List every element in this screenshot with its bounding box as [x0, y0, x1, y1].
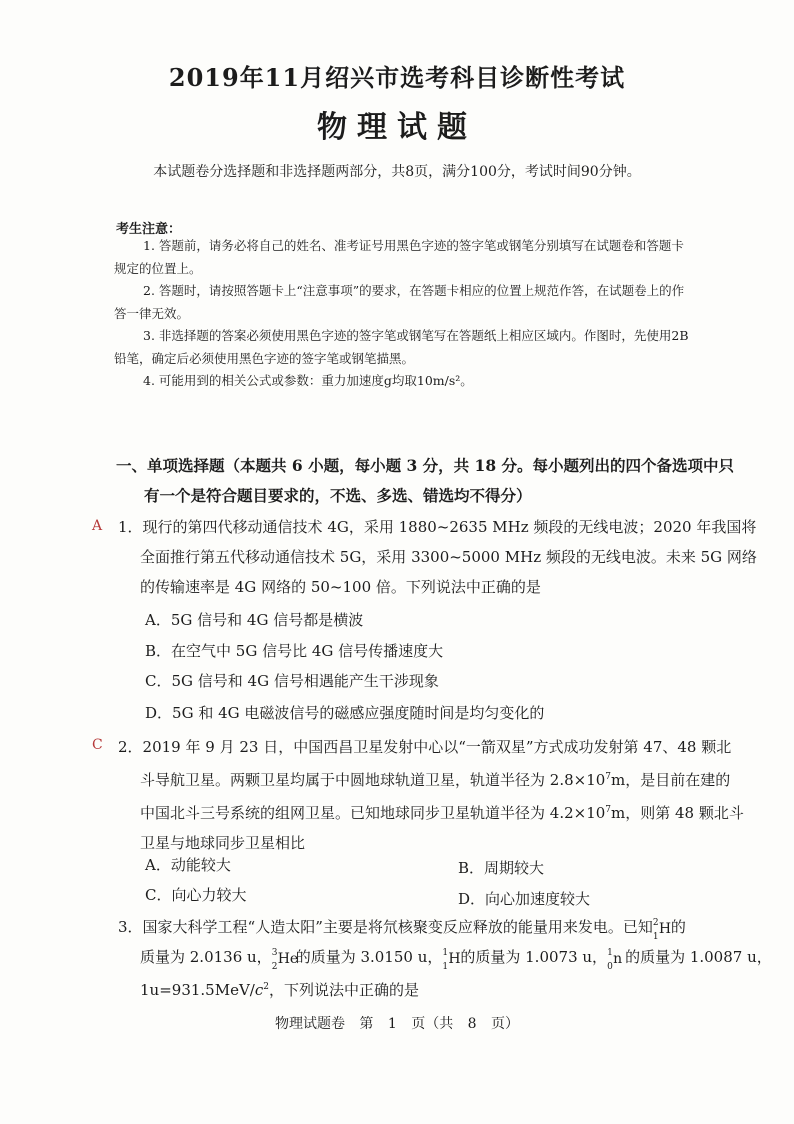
- exponent: 2: [263, 982, 269, 992]
- exam-intro: 本试题卷分选择题和非选择题两部分，共8页，满分100分，考试时间90分钟。: [153, 164, 641, 180]
- notice-item-2: [114, 280, 744, 325]
- question-line: 2．2019 年 9 月 23 日，中国西昌卫星发射中心以“一箭双星”方式成功发射第 47、48 颗北: [118, 738, 732, 756]
- text-segment: 质量为 2.0136 u，: [140, 948, 272, 966]
- nuclide-neutron: [607, 944, 625, 972]
- text-segment: 中国北斗三号系统的组网卫星。已知地球同步卫星轨道半径为 4.2×10: [140, 804, 606, 822]
- nuclide-hydrogen-1: [442, 944, 461, 972]
- q2-option-d: D．向心加速度较大: [458, 890, 591, 908]
- notice-line: 铅笔，确定后必须使用黑色字迹的签字笔或钢笔描黑。: [114, 350, 415, 366]
- q2-option-a: A．动能较大: [145, 856, 231, 874]
- text-segment: 的质量为 1.0073 u，: [460, 948, 608, 966]
- q1-option-b: B．在空气中 5G 信号比 4G 信号传播速度大: [145, 642, 444, 660]
- notice-line: 2. 答题时，请按照答题卡上“注意事项”的要求，在答题卡相应的位置上规范作答，在试题卷上的作: [143, 283, 685, 298]
- atomic-number: 1: [442, 962, 449, 972]
- notice-item-1: [114, 235, 744, 280]
- q1-option-d: D．5G 和 4G 电磁波信号的磁感应强度随时间是均匀变化的: [145, 704, 545, 722]
- text-segment: 3．国家大科学工程“人造太阳”主要是将氘核聚变反应释放的能量用来发电。已知: [118, 918, 653, 936]
- page-footer: 物理试题卷 第 1 页（共 8 页）: [274, 1016, 520, 1032]
- question-line: [118, 972, 758, 1005]
- section-heading-cont: 有一个是符合题目要求的，不选、多选、错选均不得分）: [144, 486, 532, 505]
- question-1: [118, 512, 758, 602]
- notice-item-3: [114, 325, 744, 370]
- handwritten-mark: A: [92, 518, 103, 534]
- question-3: [118, 912, 772, 1005]
- element-symbol: n: [613, 951, 623, 967]
- question-line: [118, 762, 758, 795]
- atomic-number: 0: [607, 962, 613, 972]
- question-line: [118, 795, 758, 828]
- notice-line: 规定的位置上。: [114, 260, 202, 276]
- element-symbol: H: [658, 921, 672, 937]
- exponent: 7: [605, 772, 612, 782]
- exam-title: 2019年11月绍兴市选考科目诊断性考试: [168, 63, 626, 92]
- notice-item-4: [114, 370, 744, 393]
- mass-number: 1: [607, 948, 613, 958]
- section-heading: 一、单项选择题（本题共 6 小题，每小题 3 分，共 18 分。每小题列出的四个备选项中只: [116, 456, 735, 475]
- notice-line: 1. 答题前，请务必将自己的姓名、准考证号用黑色字迹的签字笔或钢笔分别填写在试题卷和答题卡: [143, 238, 684, 253]
- text-segment: ，下列说法中正确的是: [268, 981, 419, 999]
- mass-number: 3: [271, 948, 278, 958]
- question-line: [118, 912, 758, 942]
- text-segment: m，则第 48 颗北斗: [611, 804, 744, 822]
- question-line: [118, 942, 772, 972]
- element-symbol: He: [277, 951, 299, 967]
- element-symbol: H: [448, 951, 461, 967]
- nuclide-helium-3: [271, 944, 299, 972]
- notice-heading: 考生注意：: [116, 222, 182, 237]
- question-line: 卫星与地球同步卫星相比: [140, 834, 306, 852]
- handwritten-mark: C: [92, 737, 103, 753]
- mass-number: 1: [442, 948, 449, 958]
- question-line: 全面推行第五代移动通信技术 5G，采用 3300~5000 MHz 频段的无线电波。未来 5G 网络: [140, 548, 757, 566]
- q2-option-b: B．周期较大: [458, 859, 545, 877]
- exam-subtitle: 物理试题: [317, 110, 477, 145]
- text-segment: 的质量为 1.0087 u，: [625, 948, 772, 966]
- notice-line: 3. 非选择题的答案必须使用黑色字迹的签字笔或钢笔写在答题纸上相应区域内。作图时，先使用2B: [143, 328, 689, 343]
- text-segment: m，是目前在建的: [611, 771, 731, 789]
- atomic-number: 2: [271, 962, 278, 972]
- text-segment: 斗导航卫星。两颗卫星均属于中圆地球轨道卫星，轨道半径为 2.8×10: [140, 771, 606, 789]
- text-segment: 的质量为 3.0150 u，: [295, 948, 443, 966]
- mass-number: 2: [652, 918, 659, 928]
- text-segment: 1u=931.5MeV/: [140, 981, 255, 999]
- atomic-number: 1: [652, 932, 659, 942]
- question-line: 1．现行的第四代移动通信技术 4G，采用 1880~2635 MHz 频段的无线电波；2020 年我国将: [118, 518, 757, 536]
- question-2: [118, 732, 758, 858]
- speed-of-light-symbol: c: [254, 981, 264, 999]
- notice-line: 4. 可能用到的相关公式或参数：重力加速度g均取10m/s²。: [143, 373, 473, 388]
- question-line: 的传输速率是 4G 网络的 50~100 倍。下列说法中正确的是: [140, 578, 541, 596]
- q2-option-c: C．向心力较大: [145, 886, 247, 904]
- text-segment: 的: [670, 918, 686, 936]
- q1-option-c: C．5G 信号和 4G 信号相遇能产生干涉现象: [145, 672, 439, 690]
- nuclide-deuterium: [652, 914, 672, 942]
- exponent: 7: [605, 805, 612, 815]
- q1-option-a: A．5G 信号和 4G 信号都是横波: [145, 611, 364, 629]
- notice-line: 答一律无效。: [114, 305, 190, 321]
